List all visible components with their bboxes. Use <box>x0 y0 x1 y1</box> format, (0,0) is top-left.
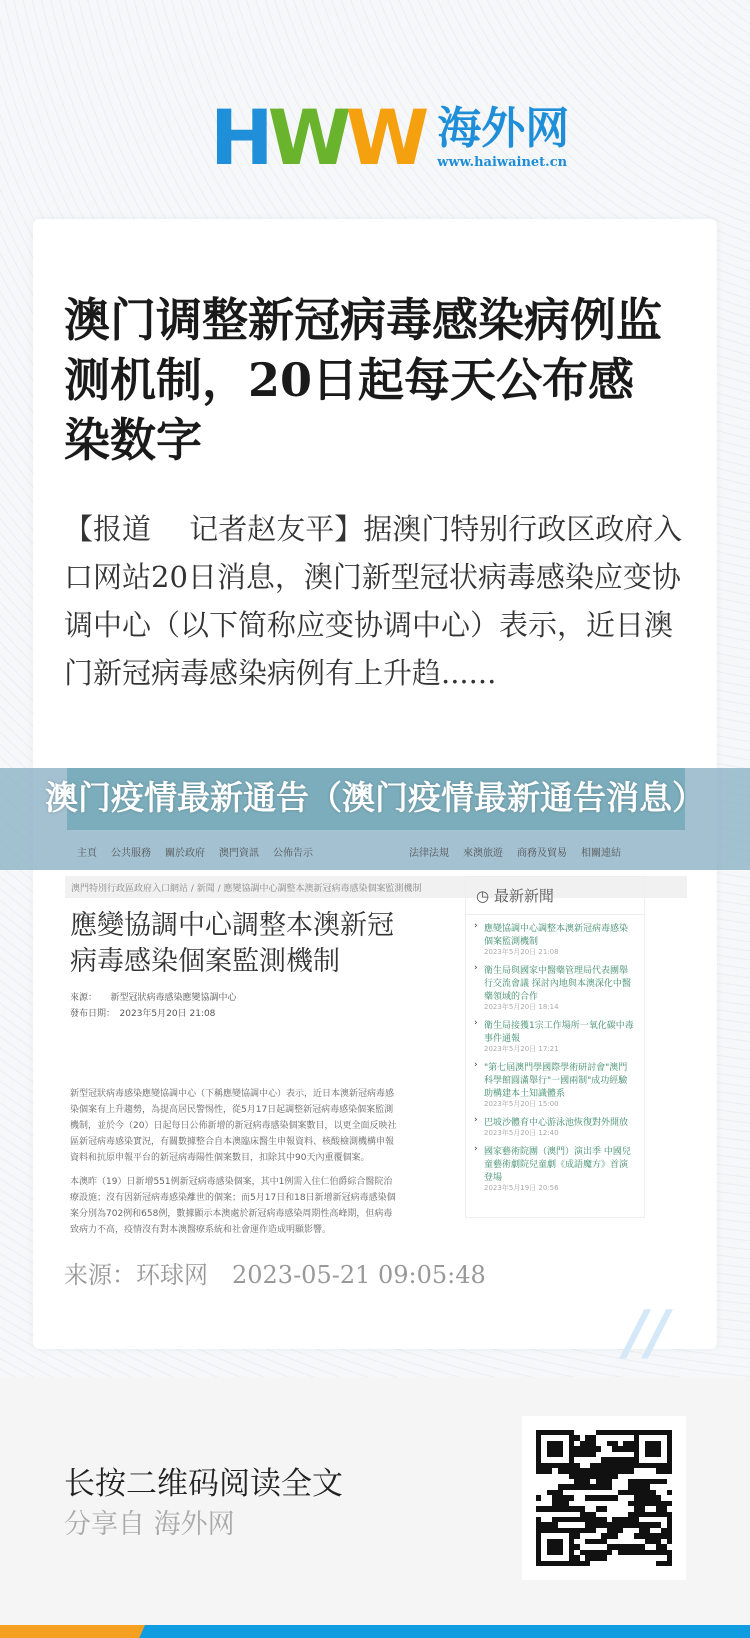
source-value: 新型冠狀病毒感染應變協調中心 <box>110 993 237 1003</box>
nav-item: 主頁 <box>77 847 97 859</box>
paragraph: 新型冠狀病毒感染應變協調中心（下稱應變協調中心）表示，近日本澳新冠病毒感染個案有上升趨勢，為提高居民警惕性，從5月17日起調整新冠病毒感染個案監測機制，並於今（20）日起每日公佈新增的新冠病毒感染個案數目，以更全面反映社區新冠病毒感染實況，有關數據整合自本澳臨床醫生申報資料、核酸檢測機構申報資料和抗原申報平台的新冠病毒陽性個案數目，扣除其中90天內重覆個案。 <box>70 1089 397 1163</box>
bottom-color-strip <box>0 1625 750 1638</box>
decorative-slash-icon: // <box>625 1298 669 1368</box>
logo-w1: W <box>267 93 346 182</box>
date-label: 發布日期： <box>70 1009 111 1019</box>
nav-item: 來澳旅遊 <box>463 847 503 859</box>
news-date: 2023年5月20日 17:21 <box>484 1045 559 1053</box>
sidebar-title: 最新新聞 <box>493 887 554 905</box>
logo-name: 海外网 <box>437 102 570 154</box>
logo-w2: W <box>345 93 424 182</box>
news-item[interactable] <box>466 1054 644 1109</box>
source-line: 来源：环球网 2023-05-21 09:05:48 <box>64 1261 486 1289</box>
nav-item: 澳門資訊 <box>219 847 259 859</box>
clock-icon: ◷ <box>476 887 494 905</box>
logo-url: www.haiwainet.cn <box>437 154 568 170</box>
article-title: 澳门调整新冠病毒感染病例监测机制，20日起每天公布感染数字 <box>64 293 662 467</box>
share-from: 分享自 海外网 <box>64 1509 235 1540</box>
news-title[interactable]: › 衛生局與國家中醫藥管理局代表團舉行交流會議 探討內地與本澳深化中醫藥領域的合作 <box>484 966 631 1002</box>
logo-h: H <box>210 93 268 182</box>
news-item[interactable] <box>466 915 644 957</box>
news-date: 2023年5月20日 12:40 <box>484 1129 559 1137</box>
nav-item: 公共服務 <box>111 847 151 859</box>
news-title[interactable]: › 應變協調中心調整本澳新冠病毒感染個案監測機制 <box>484 924 629 947</box>
nav-item: 相關連結 <box>581 847 621 859</box>
nav-item: 法律法規 <box>409 847 449 859</box>
news-title[interactable]: › 巴坡沙體育中心游泳池恢復對外開放 <box>484 1118 629 1128</box>
embedded-meta <box>70 990 237 1022</box>
news-date: 2023年5月20日 15:00 <box>484 1100 559 1108</box>
news-date: 2023年5月20日 21:08 <box>484 948 559 956</box>
news-item[interactable] <box>466 1109 644 1138</box>
breadcrumb: 澳門特別行政區政府入口網站 / 新聞 / 應變協調中心調整本澳新冠病毒感染個案監測機制 <box>65 876 687 898</box>
nav-item: 關於政府 <box>165 847 205 859</box>
news-title[interactable]: › "第七屆澳門學國際學術研討會"澳門科學館圓滿舉行"一國兩制"成功經驗助構建本土知識體系 <box>484 1063 628 1099</box>
overlay-title: 澳门疫情最新通告（澳门疫情最新通告消息） <box>0 768 750 870</box>
article-summary: 【报道 记者赵友平】据澳门特别行政区政府入口网站20日消息，澳门新型冠状病毒感染应变协调中心（以下简称应变协调中心）表示，近日澳门新冠病毒感染病例有上升趋...... <box>64 512 683 690</box>
news-title[interactable]: › 國家藝術院團（澳門）演出季 中國兒童藝術劇院兒童劇《成語魔方》首演登場 <box>484 1147 631 1183</box>
news-date: 2023年5月19日 20:56 <box>484 1184 559 1192</box>
source-label: 來源： <box>70 993 93 1003</box>
date-value: 2023年5月20日 21:08 <box>119 1009 216 1019</box>
news-item[interactable] <box>466 1012 644 1054</box>
news-item[interactable] <box>466 957 644 1012</box>
qr-cta: 长按二维码阅读全文 <box>64 1466 343 1502</box>
news-date: 2023年5月20日 18:14 <box>484 1003 559 1011</box>
paragraph: 本澳昨（19）日新增551例新冠病毒感染個案，其中1例需入住仁伯爵綜合醫院治療設施；沒有因新冠病毒感染離世的個案；而5月17日和18日新增新冠病毒感染個案分別為702例和658例，數據顯示本澳處於新冠病毒感染周期性高峰期，但病毒致病力不高，疫情沒有對本澳醫療系統和社會運作造成明顯影響。 <box>70 1177 396 1235</box>
embedded-body <box>70 1086 400 1238</box>
nav-item: 商務及貿易 <box>517 847 567 859</box>
nav-item: 公佈告示 <box>273 847 313 859</box>
haiwainet-logo <box>210 93 570 182</box>
news-item[interactable] <box>466 1138 644 1193</box>
hww-logo-mark <box>210 93 424 182</box>
news-title[interactable]: › 衛生局接獲1宗工作場所一氧化碳中毒事件通報 <box>484 1021 634 1044</box>
latest-news-sidebar <box>465 876 645 1218</box>
qr-module <box>667 1561 672 1566</box>
embedded-headline: 應變協調中心調整本澳新冠病毒感染個案監測機制 <box>70 910 394 977</box>
qr-code[interactable] <box>522 1416 686 1580</box>
